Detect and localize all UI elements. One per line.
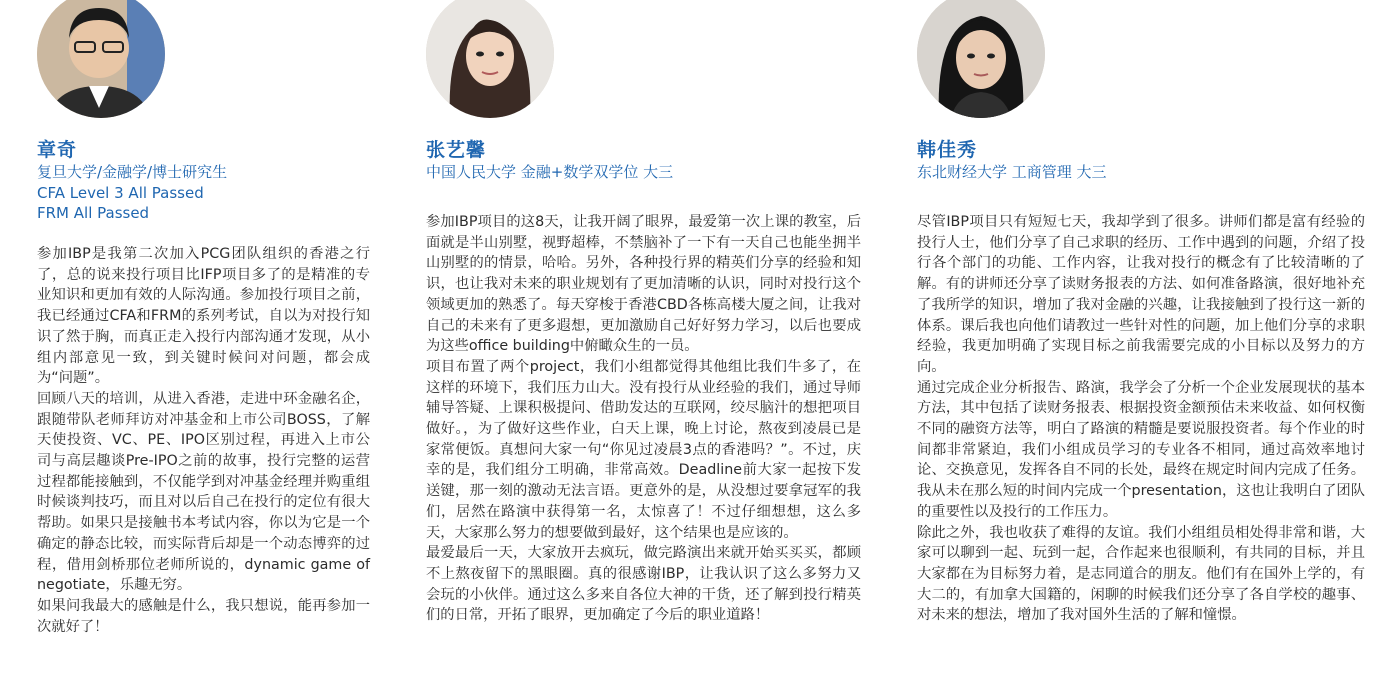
paragraph: 参加IBP是我第二次加入PCG团队组织的香港之行了，总的说来投行项目比IFP项目多了的是精准的专业知识和更加有效的人际沟通。参加投行项目之前，我已经通过CFA和FRM的系列考试，自以为对投行知识了然于胸，而真正走入投行内部沟通才发现，从小组内部意见一致，到关键时候问对问题，都会成为“问题”。 — [37, 246, 370, 387]
profile-name: 章奇 — [37, 139, 78, 161]
avatar — [37, 0, 165, 118]
avatar — [917, 0, 1045, 118]
credential-frm: FRM All Passed — [37, 204, 150, 222]
profile-name: 韩佳秀 — [917, 139, 978, 161]
paragraph: 参加IBP项目的这8天，让我开阔了眼界，最爱第一次上课的教室，后面就是半山别墅，视野超棒，不禁脑补了一下有一天自己也能坐拥半山别墅的的情景，哈哈。另外，各种投行界的精英们分享的经验和知识，也让我对未来的职业规划有了更加清晰的认识，同时对投行这个领域更加的熟悉了。每天穿梭于香港CBD各栋高楼大厦之间，让我对自己的未来有了更多遐想，更加激励自己好好努力学习，以后也要成为这些office building中俯瞰众生的一员。 — [426, 214, 861, 355]
school-major: 东北财经大学 工商管理 大三 — [917, 163, 1107, 181]
profile-name: 张艺馨 — [426, 139, 487, 161]
paragraph: 回顾八天的培训，从进入香港，走进中环金融名企，跟随带队老师拜访对冲基金和上市公司BOSS，了解天使投资、VC、PE、IPO区别过程，再进入上市公司与高层趣谈Pre-IPO之前的故事，投行完整的运营过程都能接触到，不仅能学到对冲基金经理并购重组时候谈判技巧，而且对以后自己在投行的定位有很大帮助。如果只是接触书本考试内容，你以为它是一个确定的静态比较，而实际背后却是一个动态博弈的过程，借用剑桥那位老师所说的，dynamic game of negotiate，乐趣无穷。 — [37, 390, 370, 594]
school-major: 中国人民大学 金融+数学双学位 大三 — [426, 163, 674, 181]
paragraph: 尽管IBP项目只有短短七天，我却学到了很多。讲师们都是富有经验的投行人士，他们分享了自己求职的经历、工作中遇到的问题，介绍了投行各个部门的功能、工作内容，让我对投行的概念有了比较清晰的了解。有的讲师还分享了读财务报表的方法、如何准备路演，很好地补充了我所学的知识，增加了我对金融的兴趣，让我接触到了投行这一新的体系。课后我也向他们请教过一些针对性的问题，加上他们分享的求职经验，我更加明确了实现目标之前我需要完成的小目标以及努力的方向。 — [917, 214, 1365, 375]
person-photo-icon — [917, 0, 1045, 118]
profile-credentials — [37, 162, 227, 224]
testimonial-text — [917, 212, 1365, 626]
paragraph: 除此之外，我也收获了难得的友谊。我们小组组员相处得非常和谐，大家可以聊到一起、玩到一起，合作起来也很顺利，有共同的目标，并且大家都在为目标努力着，是志同道合的朋友。他们有在国外上学的，有大二的，有加拿大国籍的，闲聊的时候我们还分享了各自学校的趣事、对未来的想法，增加了我对国外生活的了解和憧憬。 — [917, 524, 1365, 624]
avatar — [426, 0, 554, 118]
paragraph: 通过完成企业分析报告、路演，我学会了分析一个企业发展现状的基本方法，其中包括了读财务报表、根据投资金额预估未来收益、如何权衡不同的融资方法等，明白了路演的精髓是要说服投资者。每个作业的时间都非常紧迫，我们小组成员学习的专业各不相同，通过高效率地讨论、交换意见，发挥各自不同的长处，最终在规定时间内完成了任务。我从未在那么短的时间内完成一个presentation，这也让我明白了团队的重要性以及投行的工作压力。 — [917, 379, 1365, 520]
person-photo-icon — [426, 0, 554, 118]
profile-credentials — [426, 162, 673, 183]
credential-cfa: CFA Level 3 All Passed — [37, 183, 204, 202]
paragraph: 项目布置了两个project，我们小组都觉得其他组比我们牛多了，在这样的环境下，我们压力山大。没有投行从业经验的我们，通过导师辅导答疑、上课积极提问、借助发达的互联网，绞尽脑汁的想把项目做好。，为了做好这些作业，白天上课，晚上讨论，熬夜到凌晨已是家常便饭。真想问大家一句“你见过凌晨3点的香港吗？”。不过，庆幸的是，我们组分工明确，非常高效。Deadline前大家一起按下发送键，那一刻的激动无法言语。更意外的是，从没想过要拿冠军的我们，居然在路演中获得第一名，太惊喜了！不过仔细想想，这么多天，大家那么努力的想要做到最好，这个结果也是应该的。 — [426, 358, 861, 541]
paragraph: 最爱最后一天，大家放开去疯玩，做完路演出来就开始买买买，都顾不上熬夜留下的黑眼圈。真的很感谢IBP，让我认识了这么多努力又会玩的小伙伴。通过这么多来自各位大神的干货，还了解到投行精英们的日常，开拓了眼界，更加确定了今后的职业道路！ — [426, 545, 861, 624]
paragraph: 如果问我最大的感触是什么，我只想说，能再参加一次就好了！ — [37, 597, 370, 635]
testimonial-text — [426, 212, 861, 626]
profile-credentials — [917, 162, 1107, 183]
testimonial-text — [37, 244, 370, 637]
school-major: 复旦大学/金融学/博士研究生 — [37, 163, 228, 181]
person-photo-icon — [37, 0, 165, 118]
